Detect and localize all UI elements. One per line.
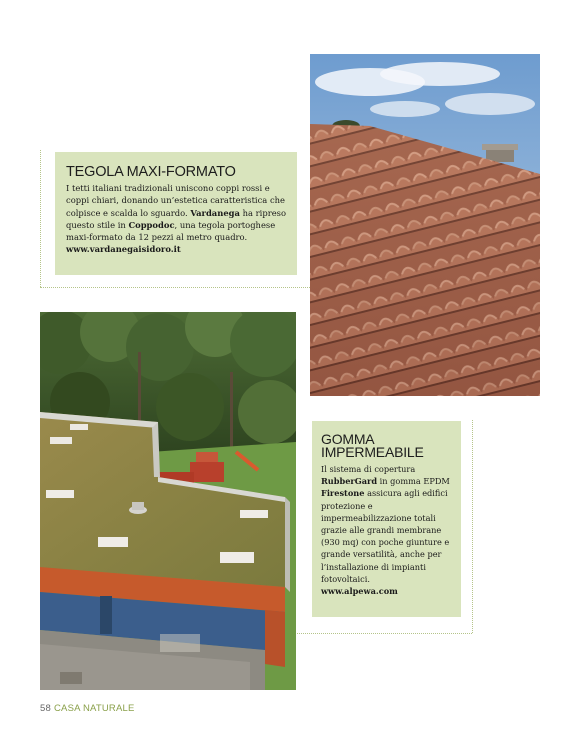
divider-line: [40, 287, 340, 288]
article-title: GOMMA IMPERMEABILE: [321, 431, 424, 460]
body-text: Il sistema di copertura: [321, 464, 416, 474]
article-box-gomma: [312, 421, 461, 617]
website-link[interactable]: www.alpewa.com: [321, 586, 398, 597]
green-roof-photo: [40, 312, 296, 690]
roof-tiles-photo: [310, 54, 540, 396]
page-footer: [40, 703, 135, 714]
brand-name: Vardanega: [190, 207, 240, 218]
magazine-name: CASA NATURALE: [53, 703, 135, 714]
divider-line: [40, 150, 41, 287]
body-text: assicura agli edifici protezione e impermeabilizzazione totali grazie alle grandi membrane (930 mq) con poche giunture e grande versatilità, anche per l’installazione di impianti fotovoltaici.: [321, 488, 450, 584]
article-body: [66, 182, 287, 243]
product-name: Coppodoc: [128, 219, 175, 230]
article-title: TEGOLA MAXI-FORMATO: [66, 164, 236, 180]
divider-line: [472, 420, 473, 633]
body-text: in gomma EPDM: [377, 476, 450, 487]
body-text: , una tegola portoghese maxi-formato da 12 pezzi al metro quadro.: [66, 219, 276, 243]
article-box-tegola: [55, 152, 297, 275]
product-name: Firestone: [321, 488, 365, 499]
website-link[interactable]: www.vardanegaisidoro.it: [66, 244, 181, 255]
brand-name: RubberGard: [321, 476, 378, 487]
article-body: [321, 463, 453, 585]
body-text: ha ripreso questo stile in: [66, 207, 286, 230]
body-text: I tetti italiani tradizionali uniscono coppi rossi e coppi chiari, donando un’estetica caratteristica che colpisce e scalda lo sguardo.: [66, 183, 286, 218]
page-number: 58: [40, 703, 51, 714]
